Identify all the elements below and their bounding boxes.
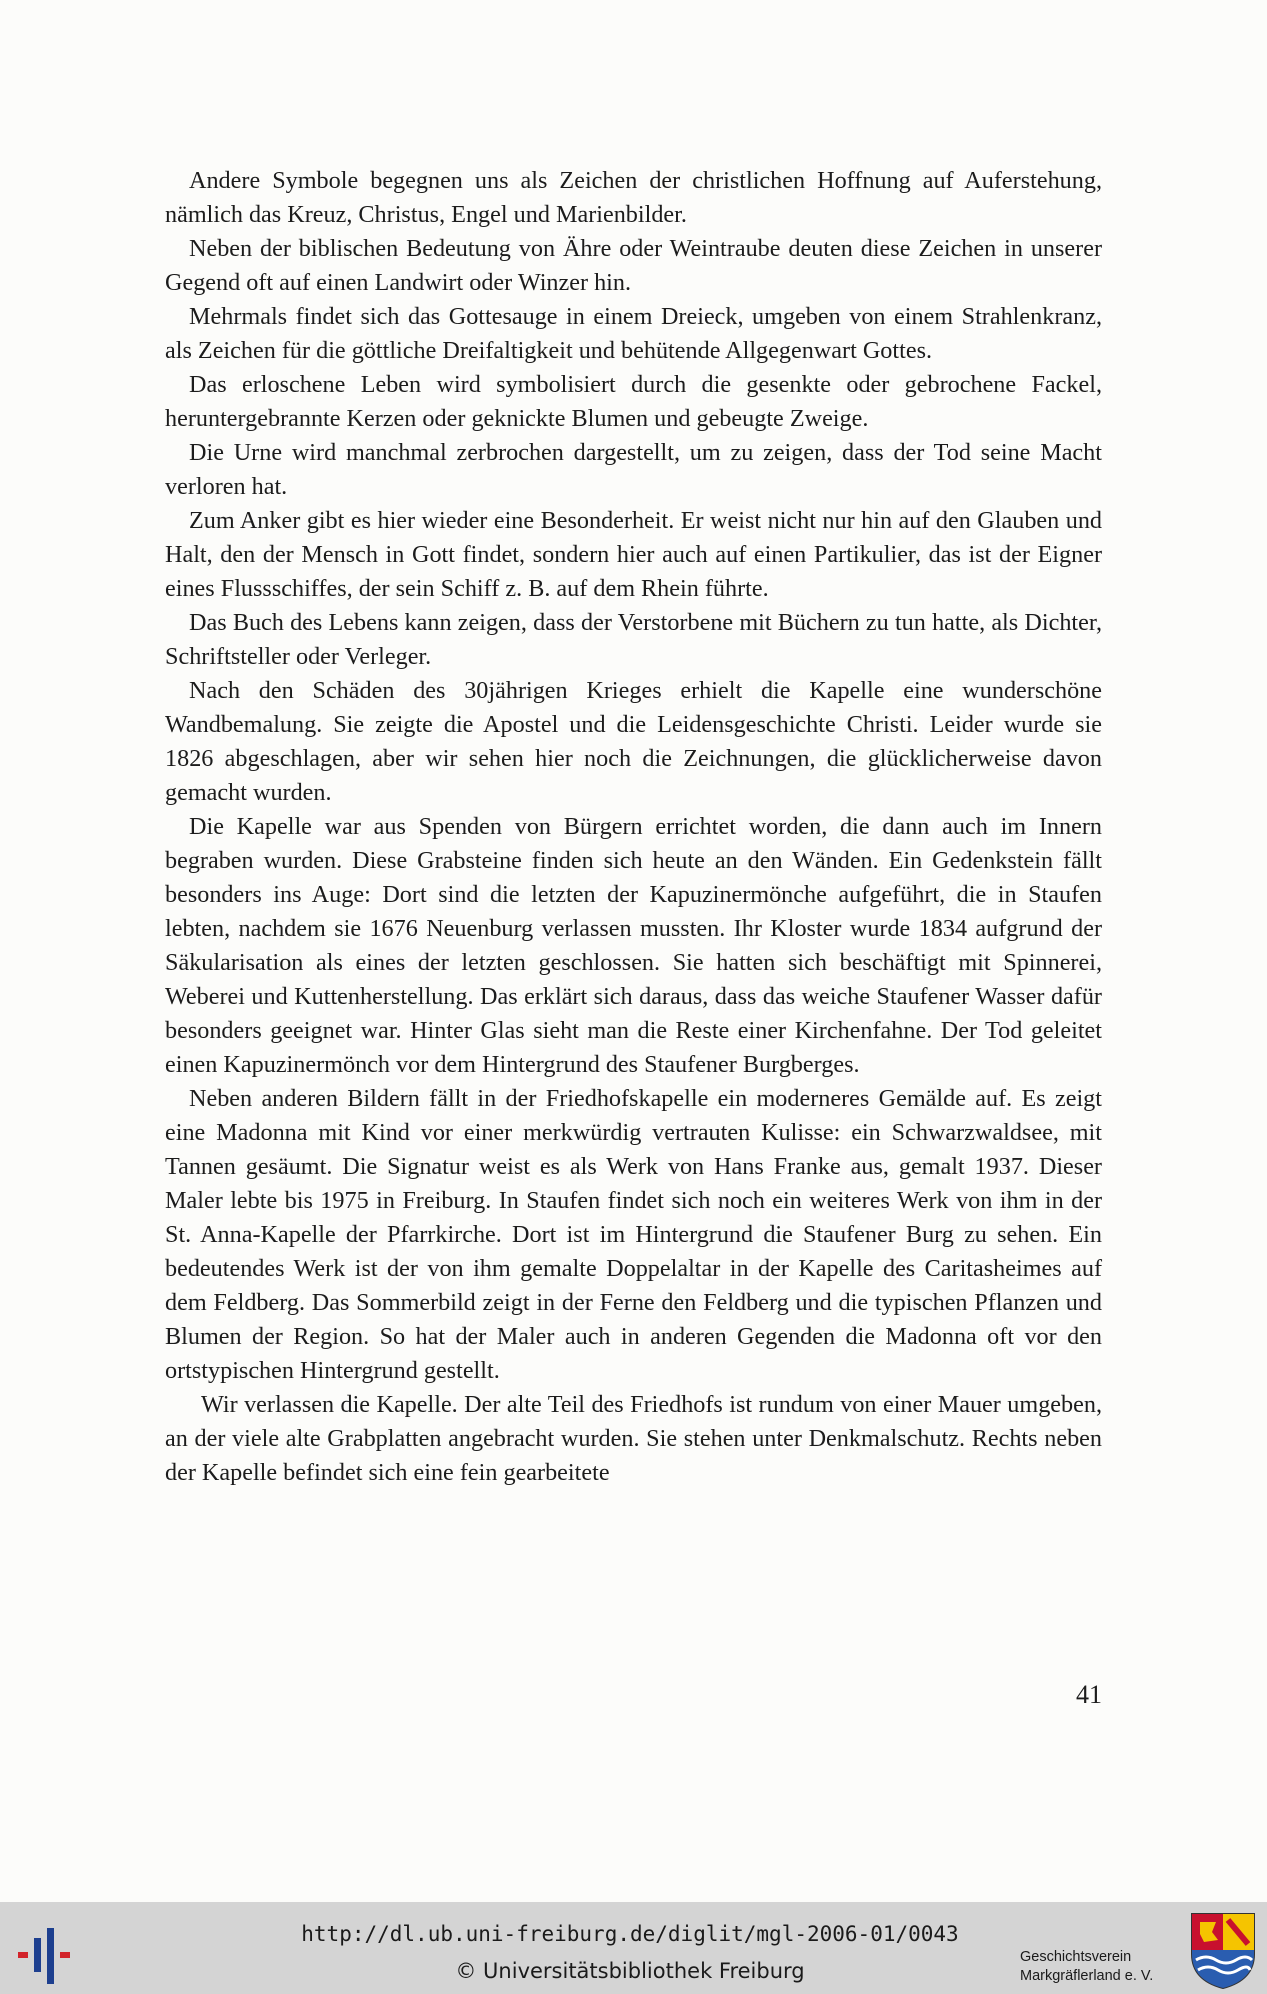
paragraph-10: Neben anderen Bildern fällt in der Friedhofskapelle ein moderneres Gemälde auf. Es zeigt eine Madonna mit Kind vor einer merkwürdig vertrauten Kulisse: ein Schwarzwaldsee, mit Tannen gesäumt. Die Signatur weist es als Werk von Hans Franke aus, gemalt 1937. Dieser Maler lebte bis 1975 in Freiburg. In Staufen findet sich noch ein weiteres Werk von ihm in der St. Anna-Kapelle der Pfarrkirche. Dort ist im Hintergrund die Staufener Burg zu sehen. Ein bedeutendes Werk ist der von ihm gemalte Doppelaltar in der Kapelle des Caritasheimes auf dem Feldberg. Das Sommerbild zeigt in der Ferne den Feldberg und die typischen Pflanzen und Blumen der Region. So hat der Maler auch in anderen Gegenden die Madonna oft vor den ortstypischen Hintergrund gestellt. (165, 1085, 1102, 1384)
page-number: 41 (1076, 1680, 1102, 1709)
paragraph-11: Wir verlassen die Kapelle. Der alte Teil des Friedhofs ist rundum von einer Mauer umgeben, an der viele alte Grabplatten angebracht wurden. Sie stehen unter Denkmalschutz. Rechts neben der Kapelle befindet sich eine fein gearbeitete (165, 1391, 1102, 1486)
society-line-1: Geschichtsverein (1020, 1949, 1132, 1965)
paragraph-5: Die Urne wird manchmal zerbrochen dargestellt, um zu zeigen, dass der Tod seine Macht verloren hat. (165, 439, 1102, 500)
paragraph-4: Das erloschene Leben wird symbolisiert durch die gesenkte oder gebrochene Fackel, heruntergebrannte Kerzen oder geknickte Blumen und gebeugte Zweige. (165, 371, 1102, 432)
paragraph-8: Nach den Schäden des 30jährigen Krieges erhielt die Kapelle eine wunderschöne Wandbemalung. Sie zeigte die Apostel und die Leidensgeschichte Christi. Leider wurde sie 1826 abgeschlagen, aber wir sehen hier noch die Zeichnungen, die glücklicherweise davon gemacht wurden. (165, 677, 1102, 806)
ub-freiburg-logo-icon[interactable] (14, 1928, 78, 1984)
paragraph-7: Das Buch des Lebens kann zeigen, dass der Verstorbene mit Büchern zu tun hatte, als Dichter, Schriftsteller oder Verleger. (165, 609, 1102, 670)
society-line-2: Markgräflerland e. V. (1020, 1968, 1154, 1984)
society-name (1020, 1948, 1195, 1986)
paragraph-1: Andere Symbole begegnen uns als Zeichen der christlichen Hoffnung auf Auferstehung, nämlich das Kreuz, Christus, Engel und Marienbilder. (165, 167, 1102, 228)
paragraph-9: Die Kapelle war aus Spenden von Bürgern errichtet worden, die dann auch im Innern begraben wurden. Diese Grabsteine finden sich heute an den Wänden. Ein Gedenkstein fällt besonders ins Auge: Dort sind die letzten der Kapuzinermönche aufgeführt, die in Staufen lebten, nachdem sie 1676 Neuenburg verlassen mussten. Ihr Kloster wurde 1834 aufgrund der Säkularisation als eines der letzten geschlossen. Sie hatten sich beschäftigt mit Spinnerei, Weberei und Kuttenherstellung. Das erklärt sich daraus, dass das weiche Staufener Wasser dafür besonders geeignet war. Hinter Glas sieht man die Reste einer Kirchenfahne. Der Tod geleitet einen Kapuzinermönch vor dem Hintergrund des Staufener Burgberges. (165, 813, 1102, 1078)
paragraph-6: Zum Anker gibt es hier wieder eine Besonderheit. Er weist nicht nur hin auf den Glauben und Halt, den der Mensch in Gott findet, sondern hier auch auf einen Partikulier, das ist der Eigner eines Flussschiffes, der sein Schiff z. B. auf dem Rhein führte. (165, 507, 1102, 602)
footer-copyright: © Universitätsbibliothek Freiburg (455, 1959, 805, 1983)
footer-bar (0, 1902, 1267, 1994)
footer-url-link[interactable]: http://dl.ub.uni-freiburg.de/diglit/mgl-2006-01/0043 (301, 1922, 959, 1946)
paragraph-2: Neben der biblischen Bedeutung von Ähre oder Weintraube deuten diese Zeichen in unserer Gegend oft auf einen Landwirt oder Winzer hin. (165, 235, 1102, 296)
body-text (165, 164, 1102, 1490)
geschichtsverein-crest-icon[interactable] (1188, 1910, 1258, 1990)
paragraph-3: Mehrmals findet sich das Gottesauge in einem Dreieck, umgeben von einem Strahlenkranz, als Zeichen für die göttliche Dreifaltigkeit und behütende Allgegenwart Gottes. (165, 303, 1102, 364)
